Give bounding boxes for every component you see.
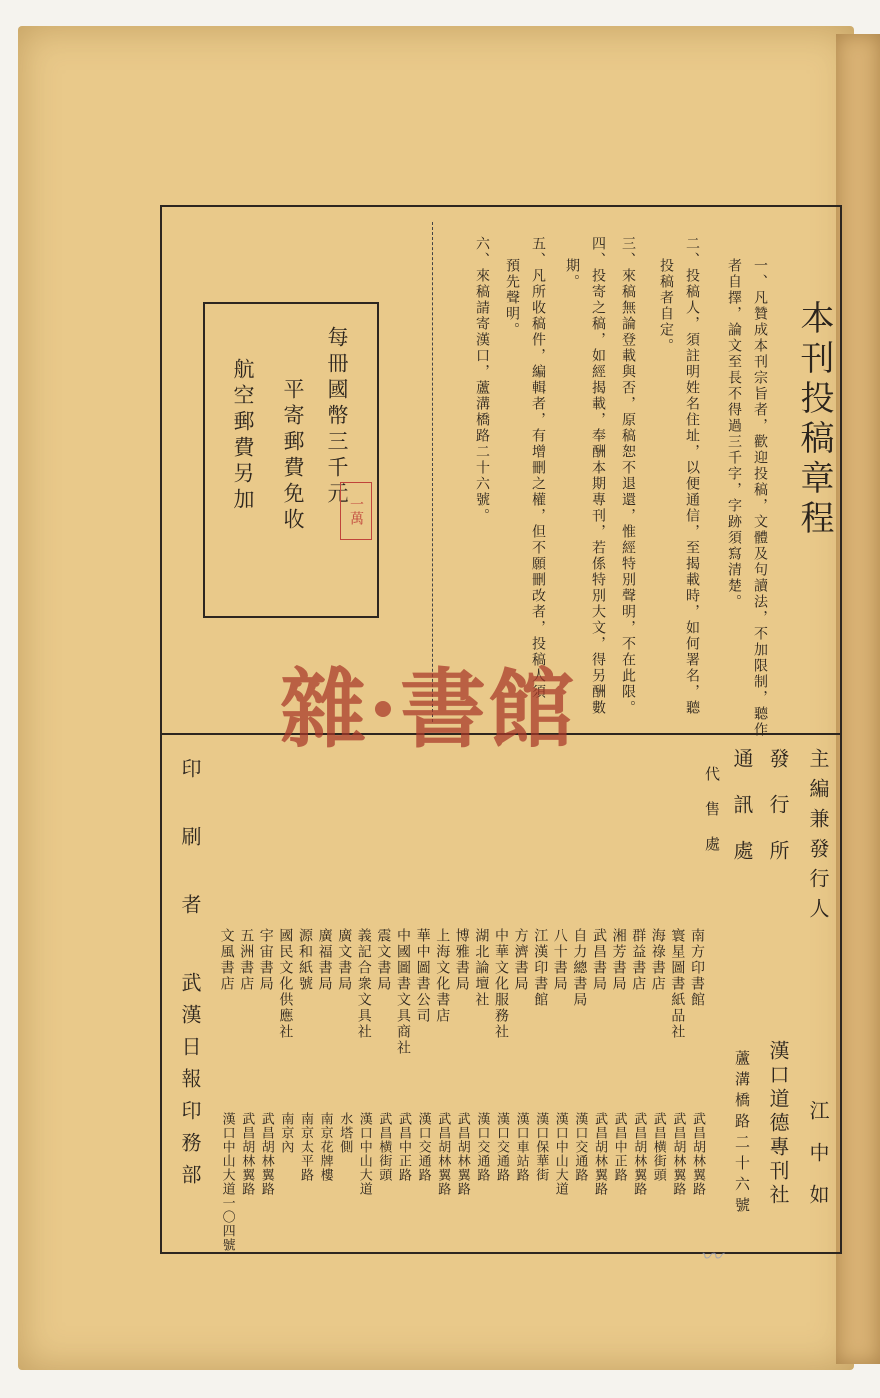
agent-address: 漢口交通路 [474, 1112, 490, 1182]
agent-address: 漢口中山大道 [552, 1112, 568, 1196]
agent-address: 漢口保華街 [533, 1112, 549, 1182]
agent-address: 武昌横街頭 [650, 1112, 666, 1182]
rule-line: 六、來稿請寄漢口，蘆溝橋路二十六號。 [474, 236, 490, 524]
contact-label: 通訊處 [730, 748, 754, 886]
agent-address: 武昌胡林翼路 [670, 1112, 686, 1196]
page-title: 本刊投稿章程 [794, 300, 834, 540]
printer-name: 武漢日報印務部 [178, 972, 202, 1196]
agent-address: 漢口交通路 [494, 1112, 509, 1182]
postage-regular: 平寄郵費免收 [281, 378, 305, 534]
issuer-name: 漢口道德專刊社 [766, 1040, 790, 1208]
agent-address: 漢口中山大道 [356, 1112, 372, 1196]
agent-name: 華中圖書公司 [414, 928, 431, 1024]
agent-name: 文風書店 [218, 928, 235, 992]
agent-address: 漢口交通路 [415, 1112, 431, 1182]
agent-name: 武昌書局 [591, 928, 607, 992]
agent-address: 武昌中正路 [396, 1112, 411, 1182]
postage-airmail: 航空郵費另加 [231, 358, 255, 514]
agent-name: 義記合衆文具社 [355, 928, 372, 1040]
agent-name: 南方印書館 [689, 928, 705, 1008]
agent-name: 國民文化供應社 [277, 928, 294, 1040]
rule-line: 三、來稿無論登載與否，原稿恕不退還，惟經特別聲明，不在此限。 [620, 236, 636, 716]
agent-name: 廣文書局 [336, 928, 353, 992]
agent-name: 寰星圖書紙品社 [669, 928, 686, 1040]
agent-address: 水塔側 [337, 1112, 353, 1154]
agent-address: 武昌胡林翼路 [631, 1112, 647, 1196]
agent-address: 南京內 [278, 1112, 294, 1154]
printer-label: 印刷者 [178, 758, 202, 962]
agent-name: 中華文化服務社 [493, 928, 509, 1040]
agent-name: 江漢印書館 [532, 928, 549, 1008]
contact-address: 蘆溝橋路二十六號 [733, 1050, 751, 1218]
agent-name: 源和紙號 [297, 928, 313, 992]
rule-line: 投稿者自定。 [658, 258, 674, 354]
agent-name: 博雅書局 [453, 928, 470, 992]
price-correction-stamp: 一萬 [340, 482, 372, 540]
agent-name: 五洲書店 [238, 928, 255, 992]
next-page-edge [836, 34, 880, 1364]
agent-name: 海祿書店 [649, 928, 666, 992]
editor-name: 江中如 [806, 1100, 830, 1226]
agent-address: 漢口中山大道一〇四號 [219, 1112, 235, 1252]
rule-line: 預先聲明。 [504, 258, 520, 338]
issuer-label: 發行所 [766, 748, 790, 886]
price-per-copy: 每冊國幣三千元 [325, 326, 349, 508]
agents-label: 代售處 [703, 766, 721, 871]
agent-address: 武昌胡林翼路 [592, 1112, 607, 1196]
agent-address: 武昌胡林翼路 [239, 1112, 255, 1196]
agent-name: 湖北論壇社 [473, 928, 490, 1008]
agent-name: 廣福書局 [316, 928, 333, 992]
agent-address: 南京太平路 [298, 1112, 313, 1182]
agent-name: 群益書店 [630, 928, 647, 992]
rule-line: 期。 [564, 258, 580, 290]
rule-line: 五、凡所收稿件，編輯者，有增刪之權，但不願刪改者，投稿人須 [530, 236, 546, 700]
agent-name: 湘芳書局 [610, 928, 627, 992]
agent-address: 南京花牌樓 [317, 1112, 333, 1182]
agent-name: 上海文化書店 [434, 928, 451, 1024]
library-watermark: 雜·書館 [280, 659, 576, 760]
agent-address: 武昌胡林翼路 [454, 1112, 470, 1196]
agent-address: 武昌胡林翼路 [690, 1112, 705, 1196]
agent-address: 武昌胡林翼路 [435, 1112, 451, 1196]
editor-label: 主編兼發行人 [806, 748, 830, 928]
agent-address: 武昌胡林翼路 [258, 1112, 274, 1196]
rule-line: 二、投稿人，須註明姓名住址，以便通信，至揭載時，如何署名，聽 [684, 236, 700, 716]
agent-address: 武昌中正路 [611, 1112, 627, 1182]
agent-address: 漢口交通路 [572, 1112, 588, 1182]
rule-line: 一、凡贊成本刊宗旨者，歡迎投稿，文體及句讀法，不加限制，聽作 [752, 258, 768, 738]
agent-name: 自力總書局 [571, 928, 588, 1008]
agent-name: 中國圖書文具商社 [395, 928, 411, 1056]
agent-name: 震文書局 [375, 928, 392, 992]
agent-name: 宇宙書局 [257, 928, 274, 992]
pencil-mark: 〰 [700, 1245, 723, 1270]
agent-name: 八十書局 [551, 928, 568, 992]
agent-name: 方濟書局 [512, 928, 529, 992]
rule-line: 四、投寄之稿，如經揭載，奉酬本期專刊，若係特別大文，得另酬數 [590, 236, 606, 716]
agent-address: 武昌横街頭 [376, 1112, 392, 1182]
agent-address: 漢口車站路 [513, 1112, 529, 1182]
rule-line: 者自擇，論文至長不得過三千字，字跡須寫清楚。 [726, 258, 742, 610]
